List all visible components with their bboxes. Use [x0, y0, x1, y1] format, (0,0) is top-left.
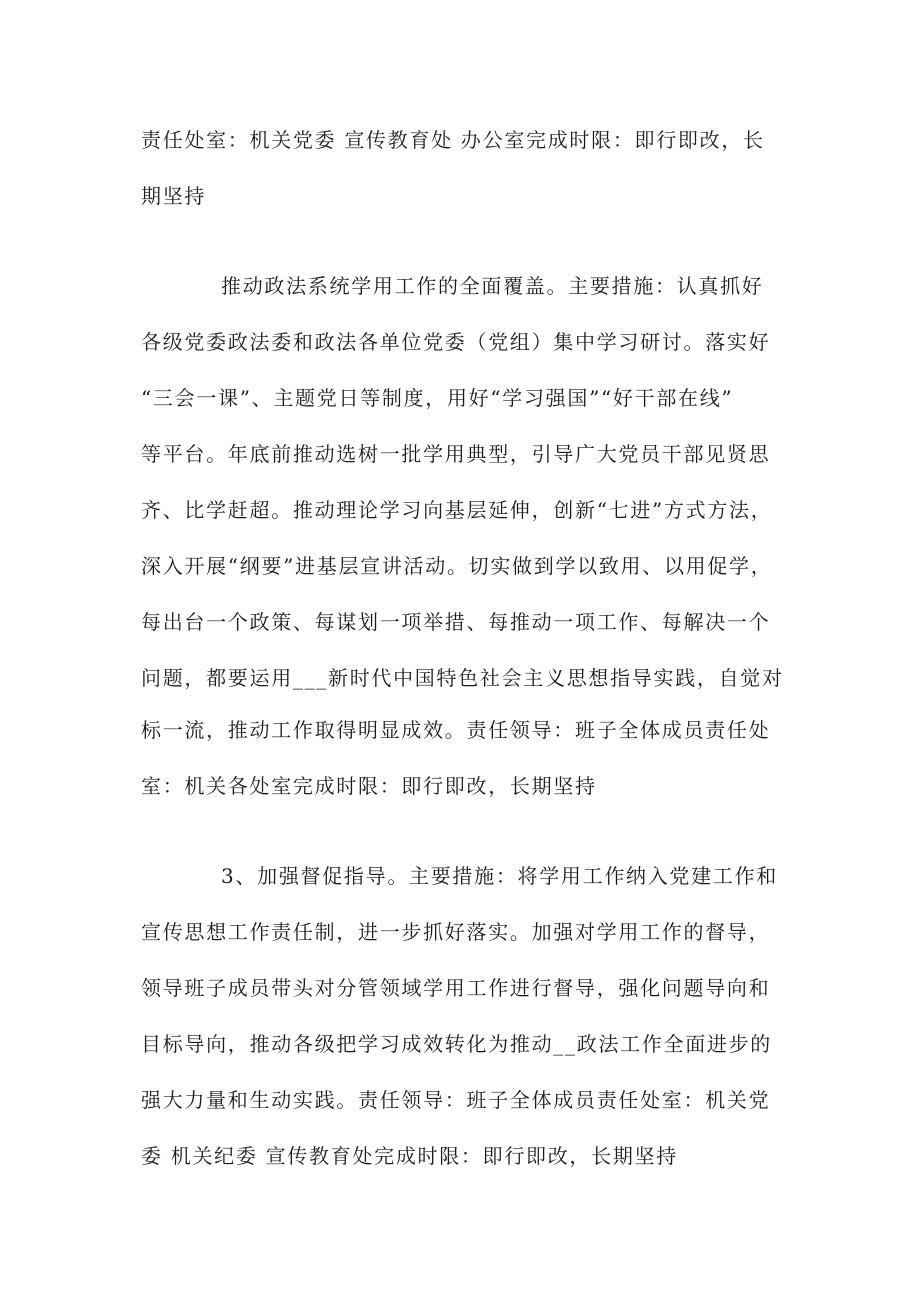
paragraph-3-line-2: 宣传思想工作责任制，进一步抓好落实。加强对学用工作的督导， — [141, 920, 771, 944]
paragraph-2-line-6: 深入开展“纲要”进基层宣讲活动。切实做到学以致用、以用促学， — [141, 554, 773, 578]
paragraph-3-line-4: 目标导向，推动各级把学习成效转化为推动__政法工作全面进步的 — [141, 1032, 772, 1056]
paragraph-2-line-2: 各级党委政法委和政法各单位党委（党组）集中学习研讨。落实好 — [141, 330, 771, 354]
paragraph-3-line-6: 委 机关纪委 宣传教育处完成时限：即行即改，长期坚持 — [141, 1144, 678, 1168]
paragraph-2-line-1: 推动政法系统学用工作的全面覆盖。主要措施：认真抓好 — [221, 274, 764, 298]
paragraph-2-line-7: 每出台一个政策、每谋划一项举措、每推动一项工作、每解决一个 — [141, 610, 771, 634]
paragraph-2-line-5: 齐、比学赶超。推动理论学习向基层延伸，创新“七进”方式方法， — [141, 498, 773, 522]
paragraph-1-line-1: 责任处室：机关党委 宣传教育处 办公室完成时限：即行即改，长 — [141, 128, 765, 152]
paragraph-2-line-8: 问题，都要运用___新时代中国特色社会主义思想指导实践，自觉对 — [141, 666, 784, 690]
paragraph-2-line-10: 室：机关各处室完成时限：即行即改，长期坚持 — [141, 774, 597, 798]
paragraph-2-line-4: 等平台。年底前推动选树一批学用典型，引导广大党员干部见贤思 — [141, 442, 771, 466]
paragraph-3-line-3: 领导班子成员带头对分管领域学用工作进行督导，强化问题导向和 — [141, 976, 771, 1000]
paragraph-2-line-3: “三会一课”、主题党日等制度，用好“学习强国”“好干部在线” — [141, 386, 734, 410]
paragraph-1-line-2: 期坚持 — [141, 184, 207, 208]
paragraph-3-line-1: 3、加强督促指导。主要措施：将学用工作纳入党建工作和 — [221, 864, 778, 888]
paragraph-2-line-9: 标一流，推动工作取得明显成效。责任领导：班子全体成员责任处 — [141, 718, 771, 742]
paragraph-3-line-5: 强大力量和生动实践。责任领导：班子全体成员责任处室：机关党 — [141, 1088, 771, 1112]
